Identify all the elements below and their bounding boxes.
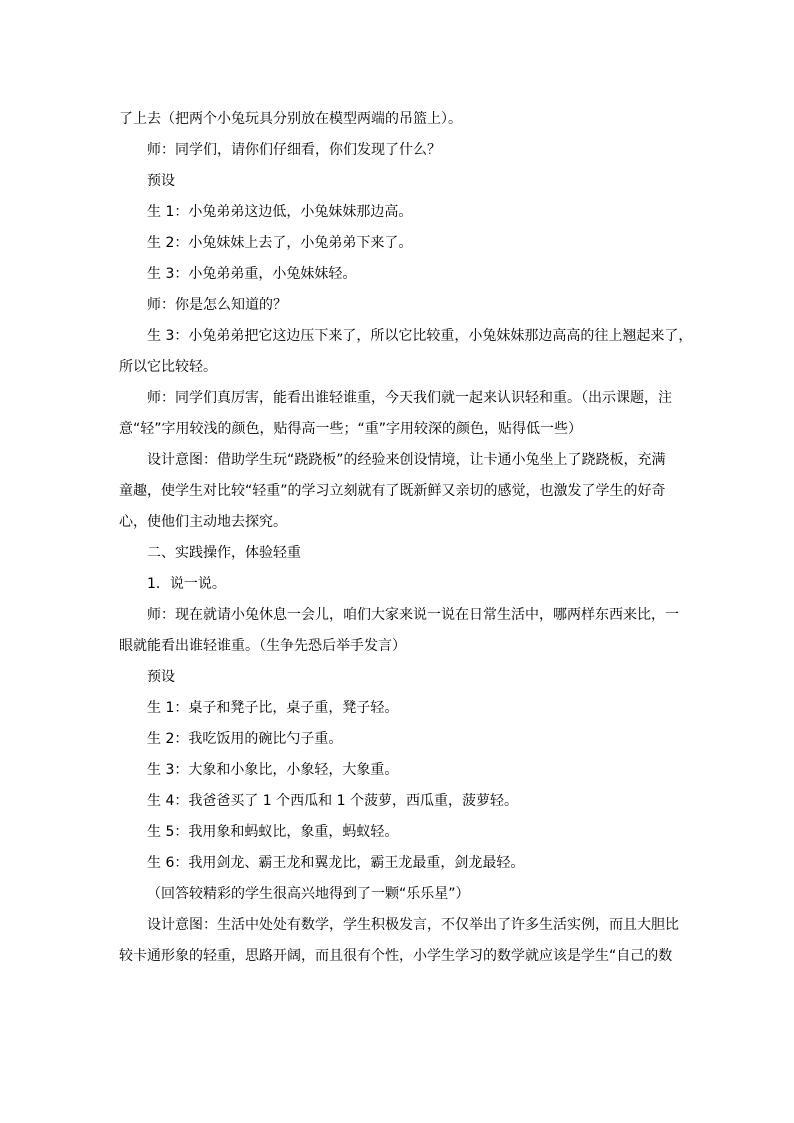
text-line: 生 1：桌子和凳子比，桌子重，凳子轻。 — [147, 700, 399, 716]
text-line: 生 2：我吃饭用的碗比勺子重。 — [147, 731, 343, 747]
text-line: 所以它比较轻。 — [119, 359, 217, 375]
text-line: 设计意图：生活中处处有数学，学生积极发言，不仅举出了许多生活实例，而且大胆比 — [147, 917, 679, 933]
text-line: 师：你是怎么知道的？ — [147, 297, 287, 313]
text-line: 生 6：我用剑龙、霸王龙和翼龙比，霸王龙最重，剑龙最轻。 — [147, 855, 525, 871]
subsection-heading: 1．说一说。 — [147, 576, 226, 592]
text-line: 生 1：小兔弟弟这边低，小兔妹妹那边高。 — [147, 204, 413, 220]
text-line: 了上去（把两个小兔玩具分别放在模型两端的吊篮上）。 — [119, 111, 462, 127]
text-line: 较卡通形象的轻重，思路开阔，而且很有个性，小学生学习的数学就应该是学生“自己的数 — [119, 948, 673, 964]
text-line: 生 2：小兔妹妹上去了，小兔弟弟下来了。 — [147, 235, 413, 251]
document-body — [119, 104, 693, 972]
text-line: 师：同学们真厉害，能看出谁轻谁重，今天我们就一起来认识轻和重。（出示课题，注 — [147, 390, 672, 406]
text-line: 设计意图：借助学生玩“跷跷板”的经验来创设情境，让卡通小兔坐上了跷跷板，充满 — [147, 452, 666, 468]
text-line: 生 3：大象和小象比，小象轻，大象重。 — [147, 762, 399, 778]
text-line: 生 4：我爸爸买了 1 个西瓜和 1 个菠萝，西瓜重，菠萝轻。 — [147, 793, 518, 809]
text-line: 意“轻”字用较浅的颜色，贴得高一些；“重”字用较深的颜色，贴得低一些） — [119, 421, 583, 437]
section-heading: 二、实践操作，体验轻重 — [147, 545, 301, 561]
text-line: 预设 — [147, 669, 175, 685]
text-line: 生 5：我用象和蚂蚁比，象重，蚂蚁轻。 — [147, 824, 399, 840]
text-line: （回答较精彩的学生很高兴地得到了一颗“乐乐星”） — [147, 886, 470, 902]
text-line: 眼就能看出谁轻谁重。（生争先恐后举手发言） — [119, 638, 406, 654]
text-line: 心，使他们主动地去探究。 — [119, 514, 287, 530]
text-line: 师：现在就请小兔休息一会儿，咱们大家来说一说在日常生活中，哪两样东西来比，一 — [147, 607, 679, 623]
text-line: 师：同学们，请你们仔细看，你们发现了什么？ — [147, 142, 441, 158]
text-line: 童趣，使学生对比较“轻重”的学习立刻就有了既新鲜又亲切的感觉，也激发了学生的好奇 — [119, 483, 666, 499]
text-line: 预设 — [147, 173, 175, 189]
text-line: 生 3：小兔弟弟把它这边压下来了，所以它比较重，小兔妹妹那边高高的往上翘起来了， — [147, 328, 693, 344]
text-line: 生 3：小兔弟弟重，小兔妹妹轻。 — [147, 266, 357, 282]
